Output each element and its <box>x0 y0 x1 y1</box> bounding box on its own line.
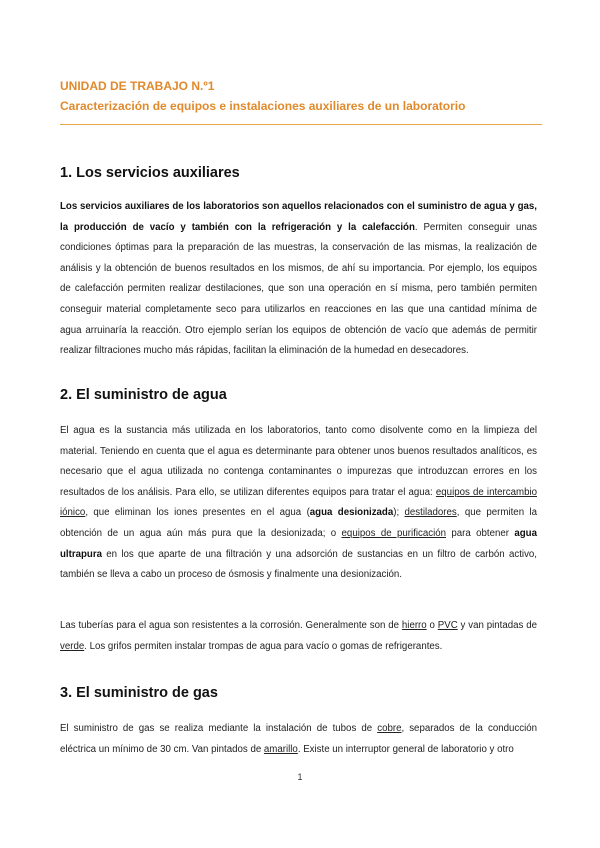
unit-subtitle: Caracterización de equipos e instalaciones auxiliares de un laboratorio <box>60 99 466 113</box>
header-divider <box>60 124 542 125</box>
section-title-agua: 2. El suministro de agua <box>60 387 227 403</box>
section-title-servicios: 1. Los servicios auxiliares <box>60 165 240 181</box>
paragraph-agua-1: El agua es la sustancia más utilizada en los laboratorios, tanto como disolvente como en la limpieza del material. Teniendo en cuenta que el agua es determinante para obtener unos buenos resultados analíticos, es necesario que el agua utilizada no contenga contaminantes o impurezas que introduzcan errores en los resultados de los análisis. Para ello, se utilizan diferentes equipos para tratar el agua: equipos de intercambio iónico, que eliminan los iones presentes en el agua (agua desionizada); destiladores, que permiten la obtención de un agua aún más pura que la desionizada; o equipos de purificación para obtener agua ultrapura en los que aparte de una filtración y una adsorción de sustancias en un filtro de carbón activo, también se lleva a cabo un proceso de ósmosis y finalmente una desionización. <box>60 425 537 581</box>
paragraph-gas: El suministro de gas se realiza mediante la instalación de tubos de cobre, separados de la conducción eléctrica un mínimo de 30 cm. Van pintados de amarillo. Existe un interruptor general de laboratorio y otro <box>60 723 537 755</box>
section-title-gas: 3. El suministro de gas <box>60 685 218 701</box>
paragraph-agua-2: Las tuberías para el agua son resistentes a la corrosión. Generalmente son de hierro o PVC y van pintadas de verde. Los grifos permiten instalar trompas de agua para vacío o gomas de refrigerantes. <box>60 620 537 652</box>
document-header <box>60 78 542 114</box>
paragraph-servicios: Los servicios auxiliares de los laboratorios son aquellos relacionados con el suministro de agua y gas, la producción de vacío y también con la refrigeración y la calefacción. Permiten conseguir unas condiciones óptimas para la preparación de las muestras, la conservación de las mismas, la realización de análisis y la obtención de buenos resultados en los mismos, de ahí su importancia. Por ejemplo, los equipos de calefacción permiten realizar destilaciones, que son una operación en sí misma, pero también permiten conseguir material completamente seco para utilizarlos en reacciones en las que una cantidad mínima de agua arruinaría la reacción. Otro ejemplo serían los equipos de obtención de vacío que además de permitir realizar filtraciones mucho más rápidas, facilitan la eliminación de la humedad en desecadores. <box>60 201 538 357</box>
unit-title: UNIDAD DE TRABAJO N.º1 <box>60 79 215 93</box>
page-number: 1 <box>297 772 303 782</box>
